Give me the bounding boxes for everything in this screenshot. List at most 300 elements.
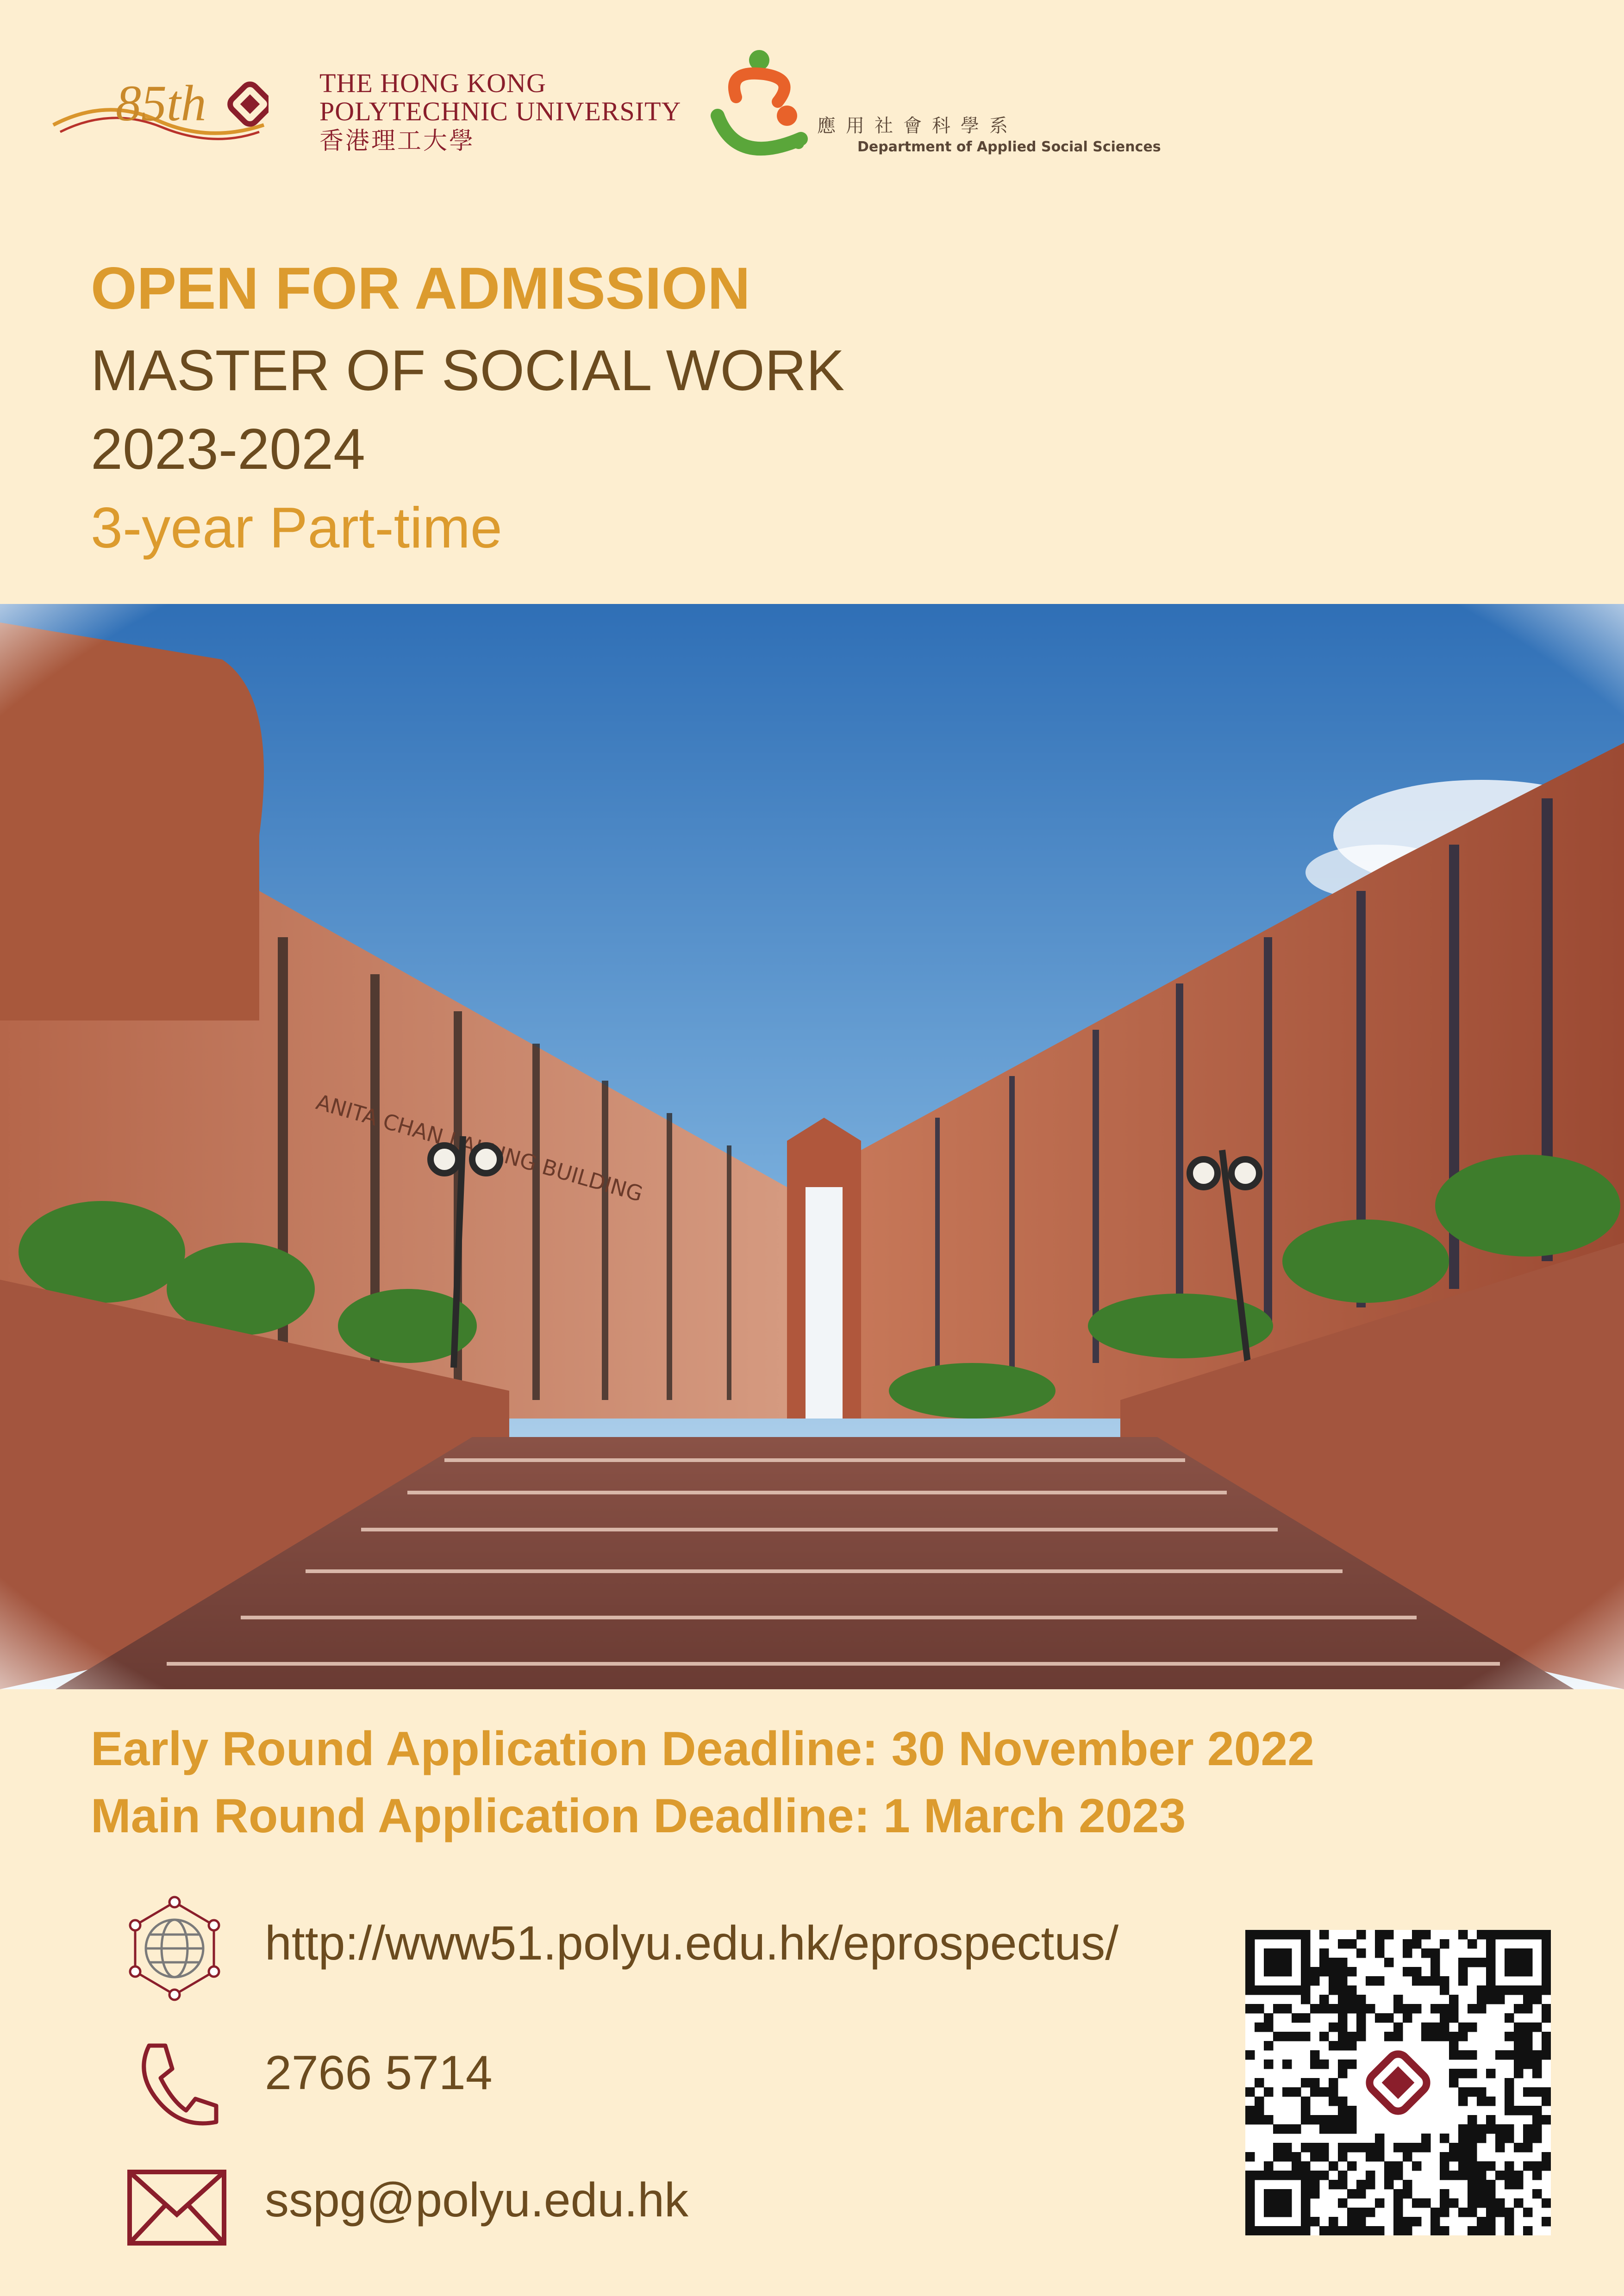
qr-center-logo <box>1361 2046 1435 2120</box>
qr-module <box>1310 1967 1320 1977</box>
qr-module <box>1347 2032 1357 2041</box>
qr-module <box>1301 2032 1311 2041</box>
qr-module <box>1338 1985 1348 1995</box>
qr-module <box>1542 2032 1551 2041</box>
qr-module <box>1347 2106 1357 2116</box>
qr-module <box>1310 2060 1320 2069</box>
qr-module <box>1338 2022 1348 2032</box>
qr-module <box>1319 2124 1329 2134</box>
qr-module <box>1542 2097 1551 2106</box>
main-round-deadline: Main Round Application Deadline: 1 March 2023 <box>91 1789 1186 1843</box>
qr-module <box>1486 2069 1496 2078</box>
qr-module <box>1486 2180 1496 2190</box>
qr-module <box>1375 2143 1385 2153</box>
qr-module <box>1366 2004 1375 2014</box>
qr-module <box>1347 1939 1357 1949</box>
qr-module <box>1301 1995 1311 2004</box>
university-name-zh: 香港理工大學 <box>319 127 475 155</box>
qr-module <box>1449 2171 1459 2180</box>
qr-module <box>1329 2217 1338 2227</box>
qr-module <box>1532 1995 1542 2004</box>
qr-module <box>1301 2208 1311 2217</box>
qr-module <box>1347 1967 1357 1977</box>
qr-module <box>1514 2032 1524 2041</box>
qr-module <box>1375 2152 1385 2162</box>
qr-module <box>1468 1958 1477 1967</box>
qr-module <box>1319 1958 1329 1967</box>
qr-module <box>1523 2143 1533 2153</box>
qr-module <box>1523 1948 1533 1958</box>
qr-module <box>1440 2134 1449 2143</box>
qr-module <box>1319 2171 1329 2180</box>
qr-module <box>1523 2226 1533 2235</box>
qr-module <box>1542 1939 1551 1949</box>
qr-module <box>1329 2004 1338 2014</box>
qr-module <box>1245 1930 1255 1940</box>
qr-module <box>1458 2069 1468 2078</box>
qr-module <box>1532 2171 1542 2180</box>
qr-module <box>1338 2097 1348 2106</box>
qr-module <box>1421 2198 1431 2208</box>
qr-module <box>1255 2022 1264 2032</box>
qr-module <box>1393 2198 1403 2208</box>
university-name-line2: POLYTECHNIC UNIVERSITY <box>319 96 681 126</box>
qr-module <box>1458 2050 1468 2060</box>
qr-module <box>1486 1930 1496 1940</box>
qr-module <box>1440 2161 1449 2171</box>
qr-module <box>1532 1985 1542 1995</box>
qr-module <box>1505 2226 1514 2235</box>
qr-module <box>1245 2171 1255 2180</box>
mail-icon <box>126 2168 228 2247</box>
qr-module <box>1440 2032 1449 2041</box>
qr-module <box>1393 2171 1403 2180</box>
qr-module <box>1338 1976 1348 1986</box>
qr-module <box>1264 2208 1274 2217</box>
qr-module <box>1403 2180 1412 2190</box>
qr-module <box>1347 2208 1357 2217</box>
qr-module <box>1393 2161 1403 2171</box>
qr-module <box>1356 2004 1366 2014</box>
qr-module <box>1329 1958 1338 1967</box>
qr-module <box>1319 2087 1329 2097</box>
qr-module <box>1440 2171 1449 2180</box>
qr-module <box>1384 2180 1394 2190</box>
academic-year: 2023-2024 <box>91 417 365 481</box>
qr-module <box>1375 1939 1385 1949</box>
qr-module <box>1532 2124 1542 2134</box>
qr-module <box>1301 2198 1311 2208</box>
qr-module <box>1356 2208 1366 2217</box>
qr-module <box>1356 2217 1366 2227</box>
qr-module <box>1477 2161 1487 2171</box>
qr-module <box>1264 1958 1274 1967</box>
qr-module <box>1255 2171 1264 2180</box>
qr-module <box>1393 2189 1403 2199</box>
email-link[interactable]: sspg@polyu.edu.hk <box>265 2173 689 2227</box>
qr-module <box>1264 2041 1274 2051</box>
qr-module <box>1245 1985 1255 1995</box>
qr-module <box>1440 2022 1449 2032</box>
qr-module <box>1310 2078 1320 2088</box>
qr-module <box>1532 1930 1542 1940</box>
qr-module <box>1468 2115 1477 2125</box>
qr-module <box>1273 2124 1283 2134</box>
qr-module <box>1542 2087 1551 2097</box>
qr-module <box>1523 2134 1533 2143</box>
qr-module <box>1329 2161 1338 2171</box>
qr-module <box>1449 2198 1459 2208</box>
qr-module <box>1523 1967 1533 1977</box>
qr-module <box>1301 1976 1311 1986</box>
qr-module <box>1366 2208 1375 2217</box>
qr-module <box>1292 1985 1301 1995</box>
qr-module <box>1264 1985 1274 1995</box>
qr-module <box>1273 1930 1283 1940</box>
qr-module <box>1532 2050 1542 2060</box>
phone-number[interactable]: 2766 5714 <box>265 2046 493 2100</box>
website-link[interactable]: http://www51.polyu.edu.hk/eprospectus/ <box>265 1916 1119 1970</box>
qr-module <box>1375 1930 1385 1940</box>
qr-module <box>1356 2143 1366 2153</box>
qr-module <box>1292 1930 1301 1940</box>
qr-module <box>1468 2198 1477 2208</box>
qr-module <box>1255 2106 1264 2116</box>
qr-module <box>1264 2189 1274 2199</box>
qr-module <box>1301 2106 1311 2116</box>
qr-module <box>1495 1995 1505 2004</box>
qr-module <box>1282 1985 1292 1995</box>
qr-module <box>1366 2180 1375 2190</box>
qr-module <box>1468 2143 1477 2153</box>
qr-module <box>1338 2180 1348 2190</box>
qr-module <box>1505 2161 1514 2171</box>
qr-module <box>1338 2198 1348 2208</box>
qr-module <box>1468 2022 1477 2032</box>
qr-module <box>1264 2226 1274 2235</box>
qr-module <box>1449 2069 1459 2078</box>
qr-module <box>1347 2041 1357 2051</box>
qr-module <box>1393 2208 1403 2217</box>
qr-module <box>1393 2022 1403 2032</box>
qr-module <box>1329 1976 1338 1986</box>
qr-module <box>1273 2208 1283 2217</box>
qr-module <box>1542 1958 1551 1967</box>
qr-module <box>1347 1985 1357 1995</box>
qr-module <box>1375 1948 1385 1958</box>
qr-module <box>1495 2171 1505 2180</box>
qr-module <box>1366 1976 1375 1986</box>
qr-module <box>1514 2004 1524 2014</box>
qr-module <box>1532 2106 1542 2116</box>
qr-module <box>1310 2143 1320 2153</box>
qr-module <box>1347 2217 1357 2227</box>
department-name-zh: 應用社會科學系 <box>817 115 1018 137</box>
qr-module <box>1310 2217 1320 2227</box>
qr-module <box>1282 2171 1292 2180</box>
qr-module <box>1532 2022 1542 2032</box>
qr-module <box>1468 2161 1477 2171</box>
qr-module <box>1301 1985 1311 1995</box>
qr-module <box>1273 1985 1283 1995</box>
qr-module <box>1338 2152 1348 2162</box>
qr-module <box>1393 2226 1403 2235</box>
qr-module <box>1356 2032 1366 2041</box>
qr-module <box>1282 2208 1292 2217</box>
qr-module <box>1468 2189 1477 2199</box>
qr-module <box>1514 1948 1524 1958</box>
qr-module <box>1468 2180 1477 2190</box>
qr-module <box>1301 2097 1311 2106</box>
qr-module <box>1264 2022 1274 2032</box>
early-round-deadline: Early Round Application Deadline: 30 November 2022 <box>91 1722 1315 1776</box>
qr-module <box>1486 2189 1496 2199</box>
qr-module <box>1486 1939 1496 1949</box>
85th-anniversary-logo <box>51 69 269 162</box>
qr-module <box>1301 1939 1311 1949</box>
qr-code[interactable] <box>1245 1930 1551 2235</box>
qr-module <box>1319 1995 1329 2004</box>
qr-module <box>1477 2198 1487 2208</box>
qr-module <box>1505 2134 1514 2143</box>
qr-module <box>1458 2097 1468 2106</box>
qr-module <box>1347 2226 1357 2235</box>
qr-module <box>1477 2134 1487 2143</box>
qr-module <box>1430 2208 1440 2217</box>
qr-module <box>1264 1930 1274 1940</box>
85th-text: 85th <box>116 75 206 131</box>
qr-module <box>1523 2208 1533 2217</box>
qr-module <box>1273 2152 1283 2162</box>
qr-module <box>1477 2087 1487 2097</box>
qr-module <box>1532 2189 1542 2199</box>
qr-module <box>1523 1985 1533 1995</box>
qr-module <box>1282 2060 1292 2069</box>
qr-module <box>1301 2189 1311 2199</box>
qr-module <box>1255 1985 1264 1995</box>
qr-module <box>1514 2041 1524 2051</box>
qr-module <box>1486 1958 1496 1967</box>
qr-module <box>1523 1930 1533 1940</box>
qr-module <box>1523 2161 1533 2171</box>
qr-module <box>1282 2087 1292 2097</box>
qr-module <box>1532 2161 1542 2171</box>
qr-module <box>1282 2152 1292 2162</box>
qr-module <box>1375 2226 1385 2235</box>
qr-module <box>1477 2171 1487 2180</box>
qr-module <box>1468 2004 1477 2014</box>
qr-module <box>1458 1958 1468 1967</box>
qr-module <box>1356 2022 1366 2032</box>
qr-module <box>1477 1985 1487 1995</box>
qr-module <box>1505 1948 1514 1958</box>
qr-module <box>1347 2124 1357 2134</box>
qr-module <box>1347 2143 1357 2153</box>
qr-module <box>1523 2124 1533 2134</box>
qr-module <box>1245 2087 1255 2097</box>
qr-module <box>1329 2124 1338 2134</box>
qr-module <box>1468 2124 1477 2134</box>
qr-module <box>1468 2208 1477 2217</box>
qr-module <box>1440 2189 1449 2199</box>
qr-module <box>1338 1939 1348 1949</box>
qr-module <box>1375 2134 1385 2143</box>
department-logo <box>708 46 815 167</box>
qr-module <box>1273 1948 1283 1958</box>
qr-module <box>1245 1958 1255 1967</box>
qr-module <box>1532 2069 1542 2078</box>
qr-module <box>1412 1939 1422 1949</box>
qr-module <box>1449 2041 1459 2051</box>
qr-module <box>1338 2069 1348 2078</box>
qr-module <box>1403 2217 1412 2227</box>
qr-module <box>1338 2004 1348 2014</box>
qr-module <box>1412 2217 1422 2227</box>
qr-module <box>1273 2004 1283 2014</box>
qr-module <box>1440 2152 1449 2162</box>
qr-module <box>1486 1976 1496 1986</box>
qr-module <box>1449 2013 1459 2023</box>
qr-module <box>1495 1985 1505 1995</box>
qr-module <box>1310 2180 1320 2190</box>
qr-module <box>1403 2143 1412 2153</box>
qr-module <box>1514 1930 1524 1940</box>
qr-module <box>1282 2124 1292 2134</box>
qr-module <box>1523 2060 1533 2069</box>
qr-module <box>1356 2180 1366 2190</box>
qr-module <box>1523 2022 1533 2032</box>
qr-module <box>1542 2161 1551 2171</box>
qr-module <box>1319 2004 1329 2014</box>
qr-module <box>1505 1930 1514 1940</box>
qr-module <box>1430 2032 1440 2041</box>
qr-module <box>1514 2050 1524 2060</box>
qr-module <box>1301 1958 1311 1967</box>
qr-module <box>1514 2198 1524 2208</box>
qr-module <box>1292 2171 1301 2180</box>
qr-module <box>1282 2226 1292 2235</box>
qr-module <box>1505 1967 1514 1977</box>
qr-module <box>1505 2106 1514 2116</box>
qr-module <box>1486 2161 1496 2171</box>
qr-module <box>1486 2198 1496 2208</box>
qr-module <box>1542 2050 1551 2060</box>
qr-module <box>1477 2217 1487 2227</box>
qr-module <box>1430 1967 1440 1977</box>
qr-module <box>1505 2217 1514 2227</box>
qr-module <box>1393 2217 1403 2227</box>
qr-module <box>1440 2013 1449 2023</box>
qr-module <box>1264 2115 1274 2125</box>
qr-module <box>1282 2198 1292 2208</box>
qr-module <box>1273 2143 1283 2153</box>
qr-module <box>1384 2171 1394 2180</box>
department-name-en: Department of Applied Social Sciences <box>857 139 1161 155</box>
qr-module <box>1264 2161 1274 2171</box>
qr-module <box>1514 1985 1524 1995</box>
qr-module <box>1514 1967 1524 1977</box>
qr-module <box>1310 1976 1320 1986</box>
qr-module <box>1393 2143 1403 2153</box>
qr-module <box>1245 1948 1255 1958</box>
admission-status-heading: OPEN FOR ADMISSION <box>91 255 750 322</box>
qr-module <box>1245 2226 1255 2235</box>
qr-module <box>1245 1967 1255 1977</box>
qr-module <box>1292 2032 1301 2041</box>
qr-module <box>1458 2032 1468 2041</box>
campus-photo <box>0 604 1624 1689</box>
qr-module <box>1532 2087 1542 2097</box>
qr-module <box>1329 2078 1338 2088</box>
qr-module <box>1301 2115 1311 2125</box>
qr-module <box>1468 2069 1477 2078</box>
qr-module <box>1458 1930 1468 1940</box>
qr-module <box>1468 2171 1477 2180</box>
qr-module <box>1301 2171 1311 2180</box>
qr-module <box>1505 1985 1514 1995</box>
qr-module <box>1495 2134 1505 2143</box>
qr-module <box>1542 2041 1551 2051</box>
qr-module <box>1366 2152 1375 2162</box>
qr-module <box>1421 2022 1431 2032</box>
qr-module <box>1421 2134 1431 2143</box>
qr-module <box>1412 1976 1422 1986</box>
qr-module <box>1273 2032 1283 2041</box>
qr-module <box>1329 2180 1338 2190</box>
qr-module <box>1384 1958 1394 1967</box>
qr-module <box>1495 2050 1505 2060</box>
qr-module <box>1523 1958 1533 1967</box>
qr-module <box>1292 2124 1301 2134</box>
qr-module <box>1468 2226 1477 2235</box>
qr-module <box>1412 2004 1422 2014</box>
qr-module <box>1245 2180 1255 2190</box>
qr-module <box>1505 2208 1514 2217</box>
qr-module <box>1329 2022 1338 2032</box>
qr-module <box>1273 2171 1283 2180</box>
qr-module <box>1542 2198 1551 2208</box>
qr-module <box>1301 2078 1311 2088</box>
qr-module <box>1264 2013 1274 2023</box>
qr-module <box>1440 2226 1449 2235</box>
qr-module <box>1264 2087 1274 2097</box>
qr-module <box>1486 1985 1496 1995</box>
qr-module <box>1273 1958 1283 1967</box>
qr-module <box>1375 1976 1385 1986</box>
qr-module <box>1347 1995 1357 2004</box>
qr-module <box>1403 2189 1412 2199</box>
qr-module <box>1366 2171 1375 2180</box>
qr-module <box>1245 2217 1255 2227</box>
qr-module <box>1468 2050 1477 2060</box>
qr-module <box>1310 2050 1320 2060</box>
qr-module <box>1412 1967 1422 1977</box>
qr-module <box>1458 2152 1468 2162</box>
qr-module <box>1292 2087 1301 2097</box>
qr-module <box>1282 1948 1292 1958</box>
qr-module <box>1486 2124 1496 2134</box>
qr-module <box>1356 2189 1366 2199</box>
qr-module <box>1505 2032 1514 2041</box>
qr-module <box>1301 1967 1311 1977</box>
qr-module <box>1542 2013 1551 2023</box>
qr-module <box>1514 2060 1524 2069</box>
qr-module <box>1477 2226 1487 2235</box>
qr-module <box>1347 2060 1357 2069</box>
qr-module <box>1514 2106 1524 2116</box>
qr-module <box>1310 2115 1320 2125</box>
qr-module <box>1282 1958 1292 1967</box>
